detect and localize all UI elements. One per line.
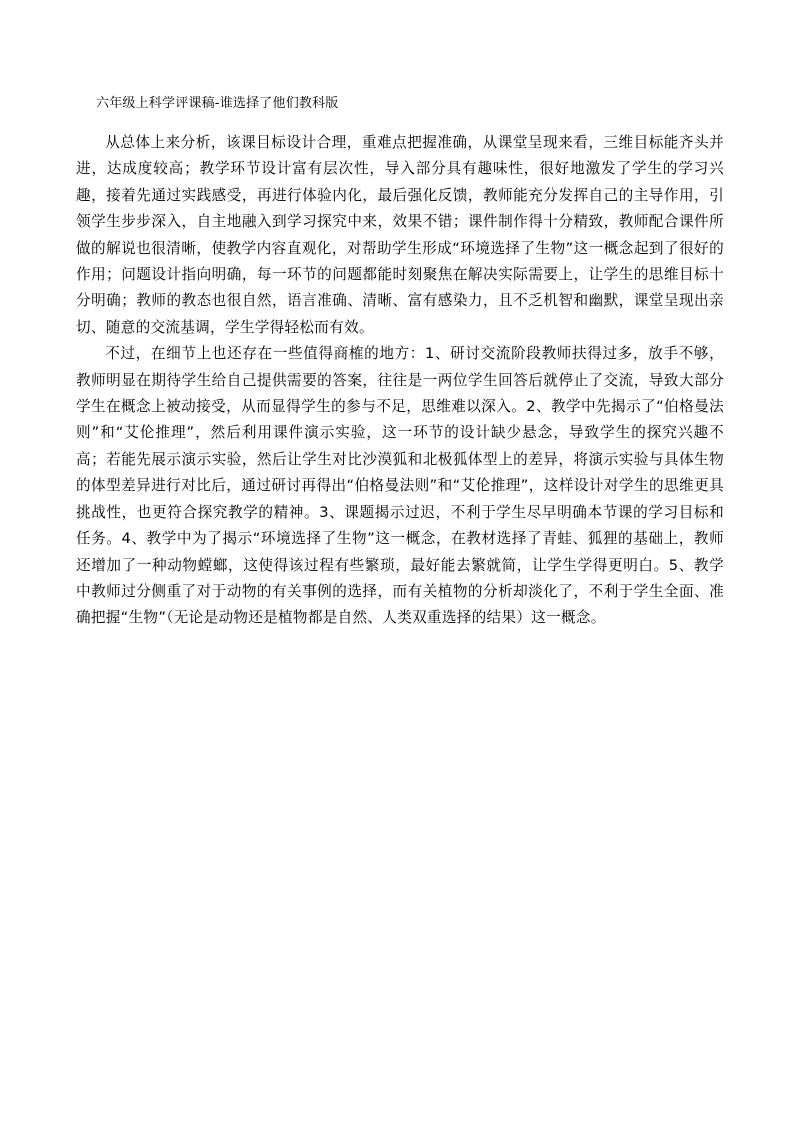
document-title: 六年级上科学评课稿-谁选择了他们教科版: [96, 96, 339, 111]
paragraph-improvement-suggestions: 不过，在细节上也还存在一些值得商榷的地方：1、研讨交流阶段教师扶得过多，放手不够，教师明显在期待学生给自己提供需要的答案，往往是一两位学生回答后就停止了交流，导致大部分学生在概念上被动接受，从而显得学生的参与不足，思维难以深入。2、教学中先揭示了“伯格曼法则”和“艾伦推理”，然后利用课件演示实验，这一环节的设计缺少悬念，导致学生的探究兴趣不高；若能先展示演示实验，然后让学生对比沙漠狐和北极狐体型上的差异，将演示实验与具体生物的体型差异进行对比后，通过研讨再得出“伯格曼法则”和“艾伦推理”，这样设计对学生的思维更具挑战性，也更符合探究教学的精神。3、课题揭示过迟，不利于学生尽早明确本节课的学习目标和任务。4、教学中为了揭示“环境选择了生物”这一概念，在教材选择了青蛙、狐狸的基础上，教师还增加了一种动物螳螂，这使得该过程有些繁琐，最好能去繁就简，让学生学得更明白。5、教学中教师过分侧重了对于动物的有关事例的选择，而有关植物的分析却淡化了，不利于学生全面、准确把握“生物”（无论是动物还是植物都是自然、人类双重选择的结果）这一概念。: [76, 345, 724, 627]
paragraph-overall-analysis: 从总体上来分析，该课目标设计合理，重难点把握准确，从课堂呈现来看，三维目标能齐头并进，达成度较高；教学环节设计富有层次性，导入部分具有趣味性，很好地激发了学生的学习兴趣，接着先通过实践感受，再进行体验内化，最后强化反馈，教师能充分发挥自己的主导作用，引领学生步步深入，自主地融入到学习探究中来，效果不错；课件制作得十分精致，教师配合课件所做的解说也很清晰，使教学内容直观化，对帮助学生形成“环境选择了生物”这一概念起到了很好的作用；问题设计指向明确，每一环节的问题都能时刻聚焦在解决实际需要上，让学生的思维目标十分明确；教师的教态也很自然，语言准确、清晰、富有感染力，且不乏机智和幽默，课堂呈现出亲切、随意的交流基调，学生学得轻松而有效。: [76, 134, 724, 336]
document-body: [76, 92, 724, 632]
